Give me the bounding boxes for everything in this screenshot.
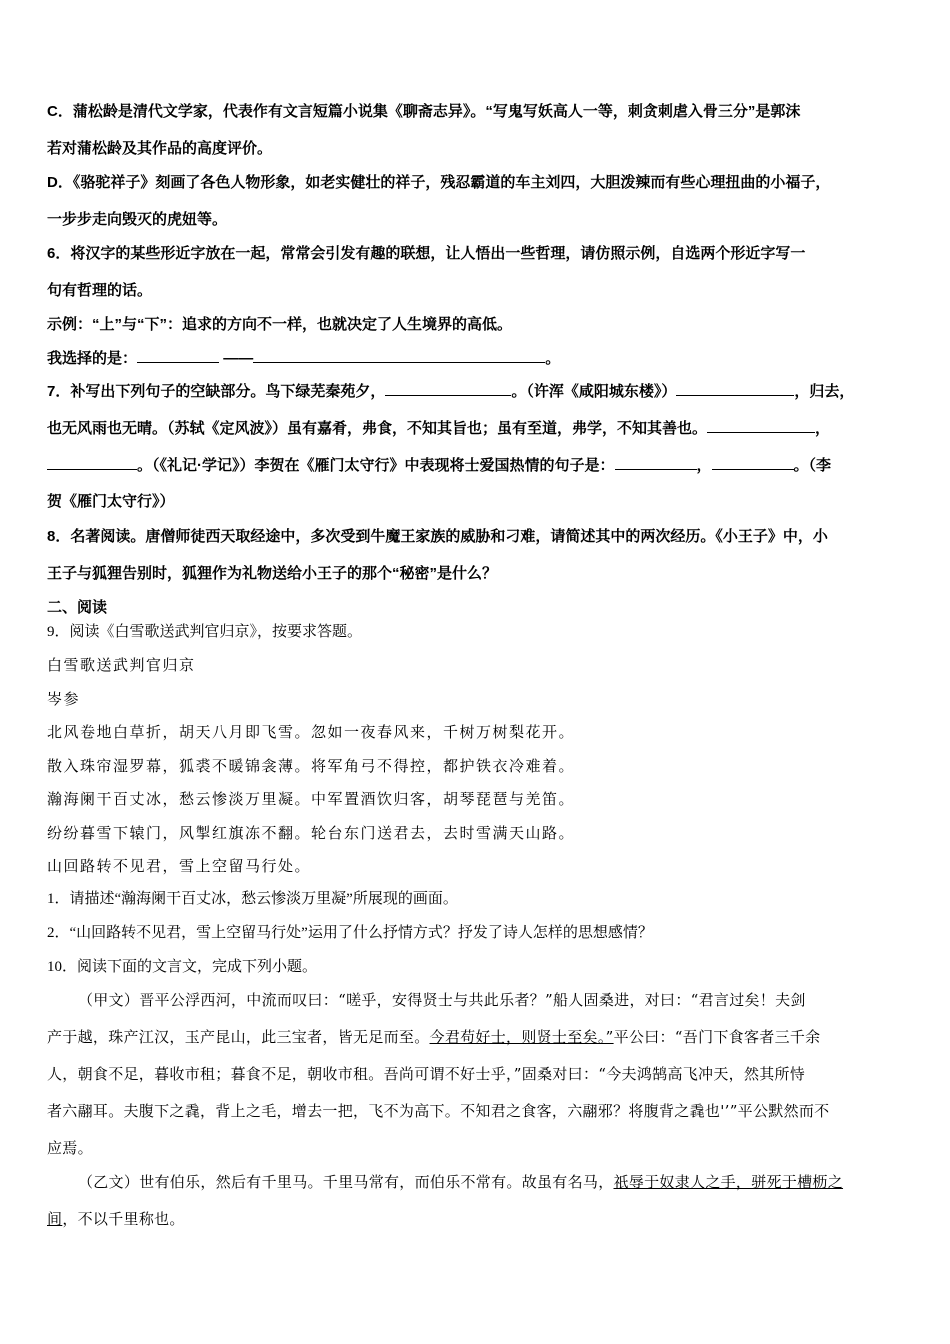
q7-line2 <box>47 418 830 439</box>
q7-line1 <box>47 381 854 402</box>
poem-line: 瀚海阑干百丈冰，愁云惨淡万里凝。中军置酒饮归客，胡琴琵琶与羌笛。 <box>47 790 576 808</box>
q10-jia-text: 平公曰：“吾门下食客者三千余 <box>613 1028 821 1046</box>
q10-jia-line4: 者六翮耳。夫腹下之毳，背上之毛，增去一把，飞不为高下。不知君之食客，六翮邪？将腹背之毳也'’”平公默然而不 <box>47 1102 830 1120</box>
poem-author: 岑参 <box>47 690 81 708</box>
q7-blank-3[interactable] <box>707 418 815 433</box>
poem-line: 北风卷地白草折，胡天八月即飞雪。忽如一夜春风来，千树万树梨花开。 <box>47 723 576 741</box>
q7-line4: 贺《雁门太守行》） <box>47 493 175 510</box>
q10-jia-line3: 人，朝食不足，暮收市租；暮食不足，朝收市租。吾尚可谓不好士乎，”固桑对曰：“今夫鸿鹄高飞冲天，然其所恃 <box>47 1065 806 1083</box>
q10-jia-underlined: 今君苟好士，则贤士至矣。” <box>429 1028 614 1046</box>
q6-end: 。 <box>545 350 561 367</box>
q7-blank-6[interactable] <box>712 455 794 470</box>
poem-line: 山回路转不见君，雪上空留马行处。 <box>47 857 312 875</box>
q10-yi-underlined: 祇辱于奴隶人之手，骈死于槽枥之 <box>613 1173 844 1191</box>
q6-blank-sentence[interactable] <box>253 348 545 363</box>
q10-yi-text: ，不以千里称也。 <box>62 1210 185 1228</box>
q10-yi-line1 <box>78 1172 843 1192</box>
q10-jia-line5: 应焉。 <box>47 1139 93 1157</box>
q7-text-3b: ， <box>696 457 712 474</box>
q6-prompt-line1: 6．将汉字的某些形近字放在一起，常常会引发有趣的联想，让人悟出一些哲理，请仿照示例，自选两个形近字写一 <box>47 245 806 262</box>
q7-blank-4[interactable] <box>47 455 137 470</box>
poem-line: 纷纷暮雪下辕门，风掣红旗冻不翻。轮台东门送君去，去时雪满天山路。 <box>47 824 576 842</box>
q5-option-c-line1: C．蒲松龄是清代文学家，代表作有文言短篇小说集《聊斋志异》。“写鬼写妖高人一等，刺贪刺虐入骨三分”是郭沫 <box>47 103 801 120</box>
q10-jia-line1: （甲文）晋平公浮西河，中流而叹曰：“嗟乎，安得贤士与共此乐者？”船人固桑进，对曰：“君言过矣！夫剑 <box>78 991 806 1009</box>
q10-yi-line2 <box>47 1209 185 1229</box>
q8-line2: 王子与狐狸告别时，狐狸作为礼物送给小王子的那个“秘密”是什么？ <box>47 565 498 582</box>
q7-blank-5[interactable] <box>615 455 697 470</box>
q5-option-d-line1: D．《骆驼祥子》刻画了各色人物形象，如老实健壮的祥子，残忍霸道的车主刘四，大胆泼辣而有些心理扭曲的小福子， <box>47 174 831 191</box>
q7-blank-2[interactable] <box>676 381 794 396</box>
q6-choose-label: 我选择的是： <box>47 350 138 367</box>
q10-yi-underlined: 间 <box>47 1210 63 1228</box>
q7-text-1c: ，归去， <box>794 383 855 400</box>
poem-title: 白雪歌送武判官归京 <box>47 656 196 674</box>
q7-blank-1[interactable] <box>385 381 511 396</box>
q7-text-1b: 。（许浑《咸阳城东楼》） <box>511 383 677 400</box>
q7-text-2a: 也无风雨也无晴。（苏轼《定风波》）虽有嘉肴，弗食，不知其旨也；虽有至道，弗学，不知其善也。 <box>47 420 708 437</box>
q7-line3 <box>47 455 831 476</box>
q6-blank-chars[interactable] <box>137 348 219 363</box>
q9-intro: 9．阅读《白雪歌送武判官归京》，按要求答题。 <box>47 624 363 640</box>
q10-jia-text: 产于越，珠产江汉，玉产昆山，此三宝者，皆无足而至。 <box>47 1028 430 1046</box>
q7-text-3a: 。（《礼记·学记》）李贺在《雁门太守行》中表现将士爱国热情的句子是： <box>137 457 615 474</box>
q9-sub2: 2．“山回路转不见君，雪上空留马行处”运用了什么抒情方式？抒发了诗人怎样的思想感情？ <box>47 925 653 941</box>
q6-example: 示例：“上”与“下”：追求的方向不一样，也就决定了人生境界的高低。 <box>47 316 513 333</box>
poem-line: 散入珠帘湿罗幕，狐裘不暖锦衾薄。将军角弓不得控，都护铁衣冷难着。 <box>47 757 576 775</box>
q7-text-2b: ， <box>815 420 831 437</box>
q9-sub1: 1．请描述“瀚海阑干百丈冰，愁云惨淡万里凝”所展现的画面。 <box>47 891 458 907</box>
q7-text-3c: 。（李 <box>793 457 832 474</box>
q8-line1: 8．名著阅读。唐僧师徒西天取经途中，多次受到牛魔王家族的威胁和刁难，请简述其中的两次经历。《小王子》中，小 <box>47 528 828 545</box>
section-heading-reading: 二、阅读 <box>47 599 108 616</box>
q10-intro: 10．阅读下面的文言文，完成下列小题。 <box>47 959 318 975</box>
q6-answer-line <box>47 348 560 369</box>
q10-jia-line2 <box>47 1027 820 1047</box>
q7-text-1a: 7．补写出下列句子的空缺部分。鸟下绿芜秦苑夕， <box>47 383 386 400</box>
q10-yi-text: （乙文）世有伯乐，然后有千里马。千里马常有，而伯乐不常有。故虽有名马， <box>78 1173 614 1191</box>
q6-dash: —— <box>223 350 254 367</box>
q5-option-d-line2: 一步步走向毁灭的虎妞等。 <box>47 211 228 228</box>
q6-prompt-line2: 句有哲理的话。 <box>47 282 153 299</box>
q5-option-c-line2: 若对蒲松龄及其作品的高度评价。 <box>47 140 273 157</box>
